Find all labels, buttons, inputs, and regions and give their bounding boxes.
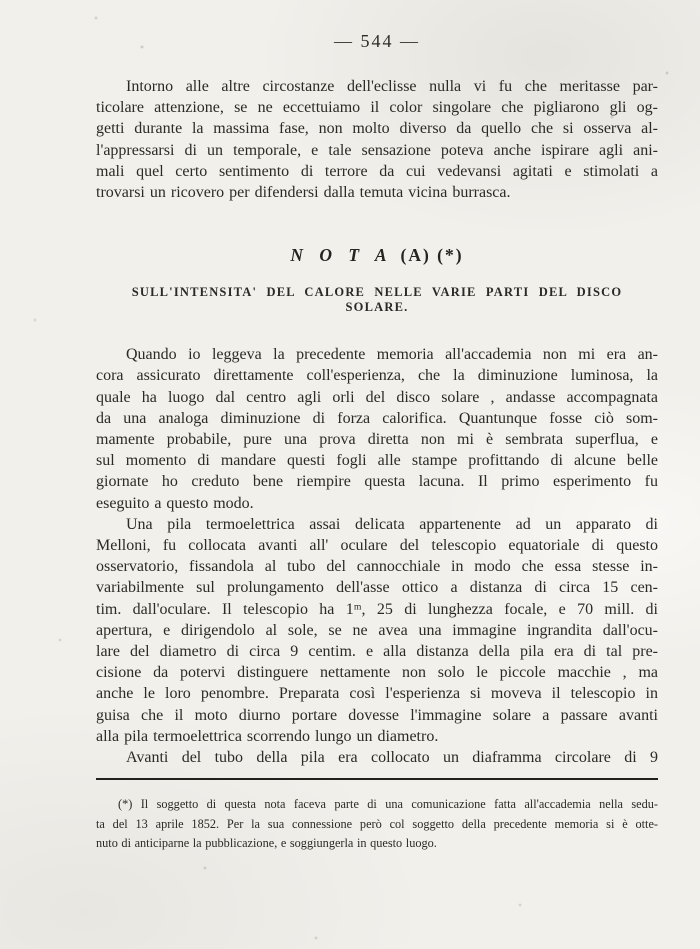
text-line: ta del 13 aprile 1852. Per la sua connessione però col soggetto della precedente memoria si è otte- <box>96 816 658 831</box>
text-line: osservatorio, fissandola al tubo del cannocchiale in modo che essa stesse in- <box>96 558 658 576</box>
text-line: giornate ho creduto bene riempire questa lacuna. Il primo esperimento fu <box>96 473 658 491</box>
text-line: eseguito a questo modo. <box>96 494 254 512</box>
text-line: tim. dall'oculare. Il telescopio ha 1ᵐ, 25 di lunghezza focale, e 70 mill. di <box>96 600 658 618</box>
text-line: guisa che il moto diurno portare dovesse l'immagine solare a passare avanti <box>96 706 658 724</box>
page-number: — 544 — <box>334 31 420 51</box>
text-line: getti durante la massima fase, non molto diverso da quello che si osserva al- <box>96 120 658 138</box>
footnote <box>96 795 658 854</box>
text-line: cora assicurato direttamente coll'esperienza, che la diminuzione luminosa, la <box>96 367 658 385</box>
text-line: alla pila termoelettrica scorrendo lungo un diametro. <box>96 727 439 745</box>
note-heading-title: N O T A <box>290 245 393 266</box>
text-line: cisione da potervi distinguere nettamente non solo le piccole macchie , ma <box>96 664 658 682</box>
footnote-divider <box>96 778 658 780</box>
text-line: da una analoga diminuzione di forza calorifica. Quantunque fosse ciò som- <box>96 409 658 427</box>
text-line: Quando io leggeva la precedente memoria all'accademia non mi era an- <box>126 346 658 364</box>
note-heading <box>96 245 658 265</box>
body-text <box>96 76 658 854</box>
text-line: Intorno alle altre circostanze dell'eclisse nulla vi fu che meritasse par- <box>126 78 658 95</box>
text-line: sul momento di mandare questi fogli alle stampe profittando di alcune belle <box>96 452 658 470</box>
text-line: anche le loro penombre. Preparata così l'esperienza si moveva il telescopio in <box>96 685 658 703</box>
text-line: trovarsi un ricovero per difendersi dalla temuta vicina burrasca. <box>96 184 511 202</box>
text-line: (*) Il soggetto di questa nota faceva parte di una comunicazione fatta all'accademia nella sedu- <box>118 797 658 812</box>
note-subtitle: SULL'INTENSITA' DEL CALORE NELLE VARIE PARTI DEL DISCO SOLARE. <box>131 285 623 315</box>
text-line: mali quel certo sentimento di terrore da cui vedevansi agitati e stimolati a <box>96 162 658 180</box>
text-line: Una pila termoelettrica assai delicata appartenente ad un apparato di <box>126 515 658 533</box>
text-line: lare del diametro di circa 9 centim. e alla distanza della pila era di tal pre- <box>96 643 658 661</box>
text-line: mamente probabile, pure una prova diretta non mi è sembrata superflua, e <box>96 431 658 449</box>
text-line: apertura, e dirigendolo al sole, se ne avea una immagine ingrandita dall'ocu- <box>96 621 658 639</box>
text-line: ticolare attenzione, se ne eccettuiamo il color singolare che pigliarono gli og- <box>96 99 658 117</box>
text-line: quale ha luogo dal centro agli orli del disco solare , andasse accompagnata <box>96 388 658 406</box>
text-line: l'appressarsi di un temporale, e tale sensazione poteva anche ispirare agli ani- <box>96 141 658 159</box>
text-line: Melloni, fu collocata avanti all' oculare del telescopio equatoriale di questo <box>96 537 658 555</box>
text-line: nuto di anticiparne la pubblicazione, e soggiungerla in questo luogo. <box>96 836 437 851</box>
paragraph-introduction-experiment <box>96 344 658 514</box>
paragraph-diaphragm <box>96 747 658 768</box>
text-line: variabilmente sul prolungamento dell'asse ottico a distanza di circa 15 cen- <box>96 579 658 597</box>
paragraph-thermopile-setup <box>96 514 658 747</box>
note-heading-label: (A) (*) <box>400 245 464 266</box>
text-line: Avanti del tubo della pila era collocato un diaframma circolare di 9 <box>126 749 658 767</box>
paragraph-eclipse-circumstances <box>96 76 658 203</box>
